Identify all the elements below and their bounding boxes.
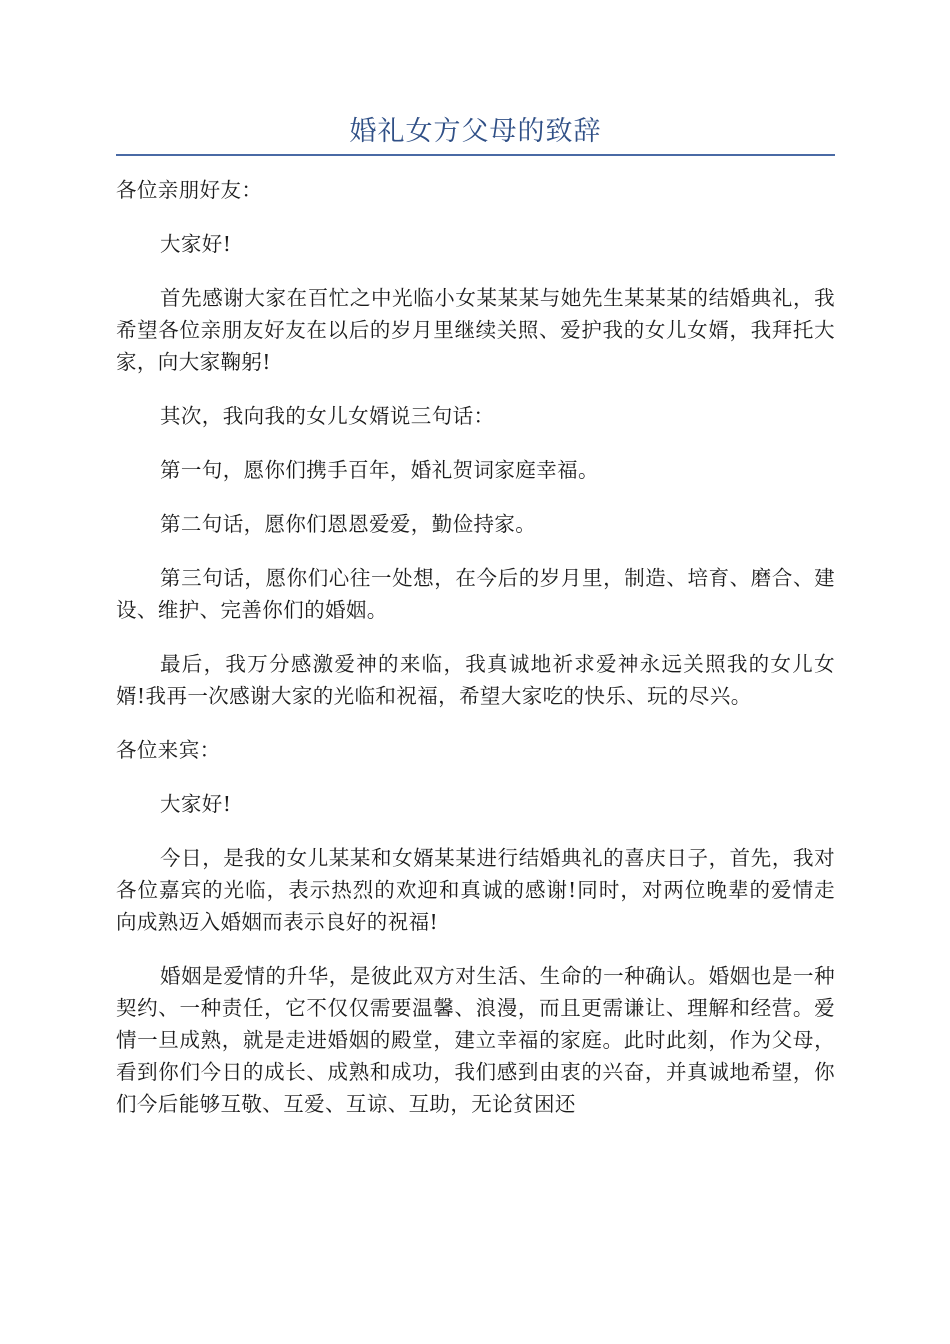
- second-wish: 第二句话，愿你们恩恩爱爱，勤俭持家。: [160, 512, 537, 536]
- document-title: 婚礼女方父母的致辞: [349, 116, 602, 147]
- three-words-intro: 其次，我向我的女儿女婿说三句话：: [160, 404, 495, 428]
- closing-paragraph: 最后，我万分感激爱神的来临，我真诚地祈求爱神永远关照我的女儿女婿!我再一次感谢大家的光临和祝福，希望大家吃的快乐、玩的尽兴。: [116, 652, 835, 708]
- greeting-paragraph-2: 大家好!: [160, 792, 232, 816]
- title-underline: [116, 154, 835, 156]
- third-wish: 第三句话，愿你们心往一处想，在今后的岁月里，制造、培育、磨合、建设、维护、完善你们的婚姻。: [116, 566, 835, 622]
- greeting-paragraph: 大家好!: [160, 232, 232, 256]
- first-wish: 第一句，愿你们携手百年，婚礼贺词家庭幸福。: [160, 458, 599, 482]
- welcome-paragraph: 今日，是我的女儿某某和女婿某某进行结婚典礼的喜庆日子，首先，我对各位嘉宾的光临，表示热烈的欢迎和真诚的感谢!同时，对两位晚辈的爱情走向成熟迈入婚姻而表示良好的祝福!: [116, 846, 835, 934]
- document-page: [116, 112, 835, 1142]
- salutation-friends: 各位亲朋好友：: [116, 178, 263, 202]
- salutation-guests: 各位来宾：: [116, 738, 221, 762]
- marriage-paragraph: 婚姻是爱情的升华，是彼此双方对生活、生命的一种确认。婚姻也是一种契约、一种责任，它不仅仅需要温馨、浪漫，而且更需谦让、理解和经营。爱情一旦成熟，就是走进婚姻的殿堂，建立幸福的家庭。此时此刻，作为父母，看到你们今日的成长、成熟和成功，我们感到由衷的兴奋，并真诚地希望，你们今后能够互敬、互爱、互谅、互助，无论贫困还: [116, 964, 835, 1116]
- thanks-paragraph: 首先感谢大家在百忙之中光临小女某某某与她先生某某某的结婚典礼，我希望各位亲朋友好友在以后的岁月里继续关照、爱护我的女儿女婿，我拜托大家，向大家鞠躬!: [116, 286, 835, 374]
